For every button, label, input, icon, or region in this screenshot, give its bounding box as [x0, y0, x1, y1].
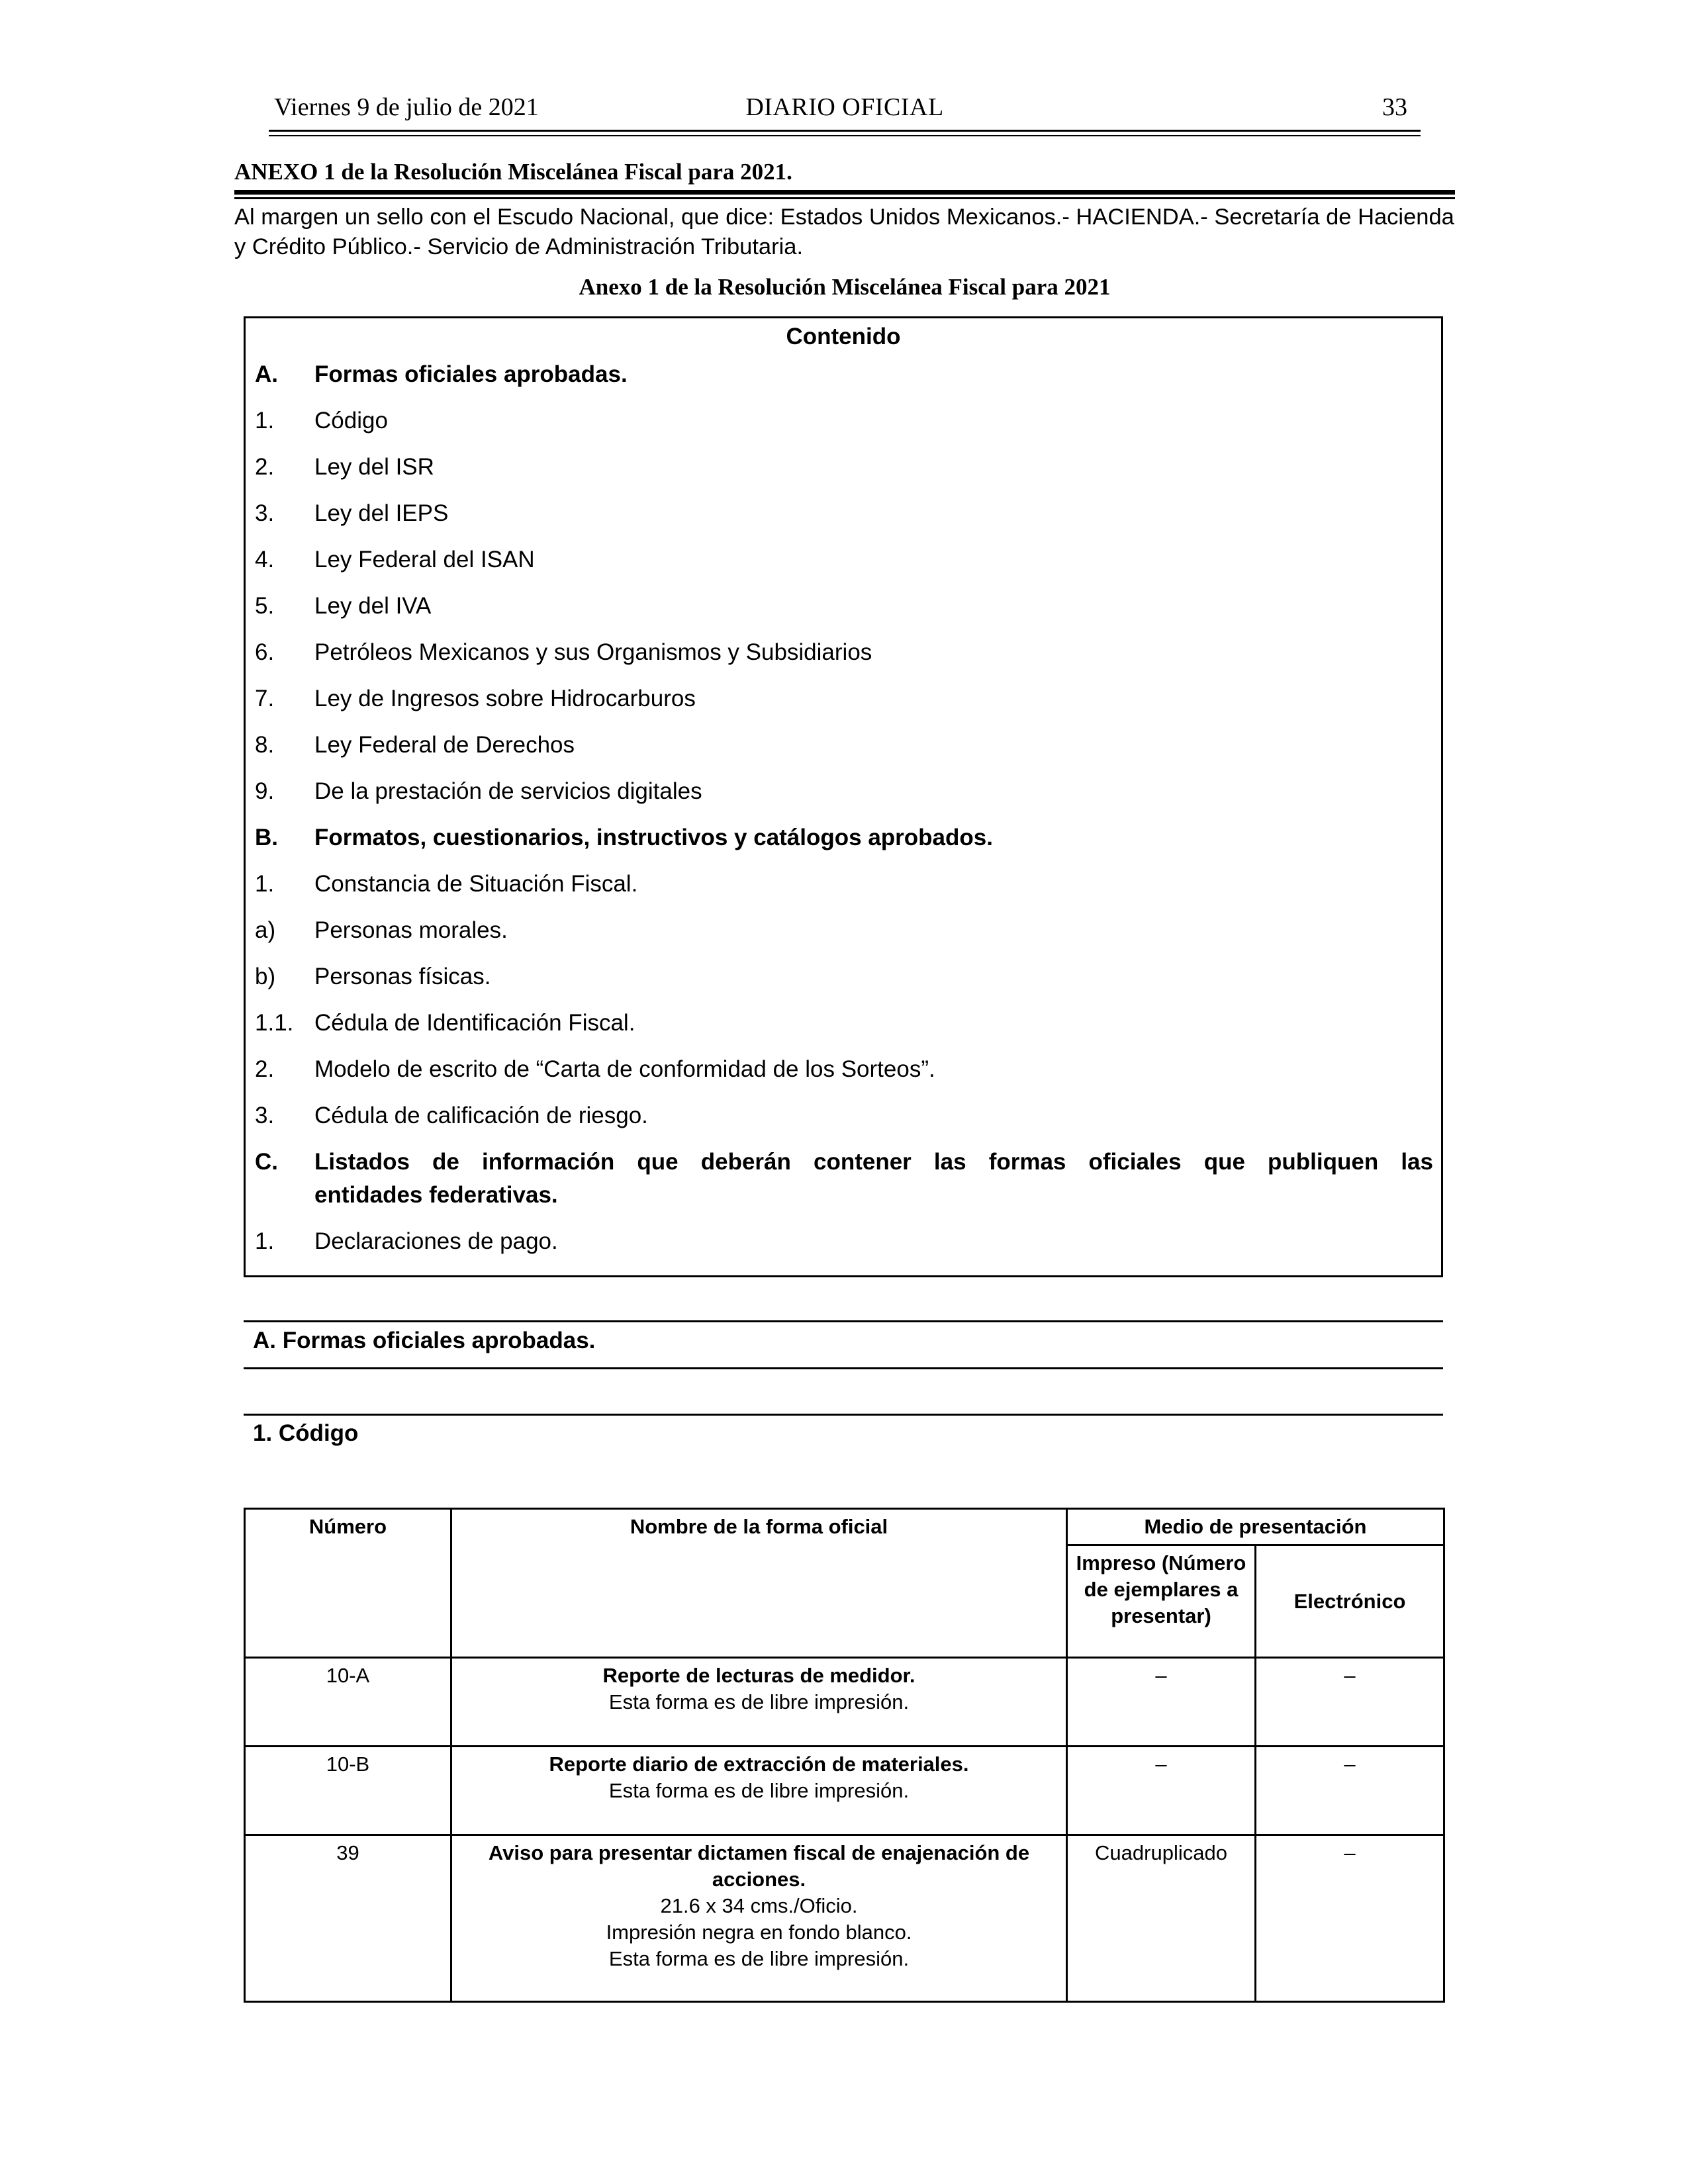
section-1-label: 1. Código: [253, 1420, 359, 1446]
toc-number: C.: [255, 1149, 278, 1175]
header-date: Viernes 9 de julio de 2021: [274, 93, 539, 121]
toc-number: 9.: [255, 778, 275, 804]
cell-impreso: Cuadruplicado: [1067, 1835, 1256, 2002]
contents-box: [244, 316, 1443, 1277]
toc-number: 5.: [255, 593, 275, 619]
header-page-number: 33: [1382, 93, 1407, 121]
toc-text: De la prestación de servicios digitales: [314, 778, 702, 804]
toc-number: 1.: [255, 1228, 275, 1254]
section-a-label: A. Formas oficiales aprobadas.: [253, 1328, 596, 1353]
toc-number: 1.: [255, 871, 275, 897]
form-detail: Esta forma es de libre impresión.: [608, 1690, 910, 1713]
cell-nombre: [451, 1835, 1067, 2002]
toc-number: 6.: [255, 639, 275, 665]
form-detail: Esta forma es de libre impresión.: [608, 1947, 910, 1970]
toc-number: 7.: [255, 686, 275, 711]
section-rule-bottom: [244, 1367, 1443, 1369]
form-detail: Impresión negra en fondo blanco.: [606, 1921, 912, 1944]
cell-numero: 39: [245, 1835, 451, 2002]
toc-text: Personas físicas.: [314, 964, 491, 989]
toc-number: a): [255, 917, 276, 943]
toc-number: 1.1.: [255, 1010, 294, 1036]
toc-text: Cédula de calificación de riesgo.: [314, 1103, 648, 1128]
form-name: Reporte de lecturas de medidor.: [602, 1664, 915, 1687]
toc-number: B.: [255, 825, 278, 850]
form-detail: Esta forma es de libre impresión.: [608, 1779, 910, 1802]
toc-number: 2.: [255, 1056, 275, 1082]
table-row: [245, 1658, 1444, 1747]
toc-text: Modelo de escrito de “Carta de conformidad de los Sorteos”.: [314, 1056, 935, 1082]
forms-table: [244, 1508, 1445, 2003]
cell-impreso: –: [1067, 1658, 1256, 1747]
toc-number: 3.: [255, 1103, 275, 1128]
toc-text: Ley Federal de Derechos: [314, 732, 575, 758]
toc-number: 3.: [255, 500, 275, 526]
contents-title: Contenido: [786, 324, 901, 349]
cell-numero: 10-A: [245, 1658, 451, 1747]
cell-electronico: –: [1256, 1747, 1444, 1835]
anexo-heading: ANEXO 1 de la Resolución Miscelánea Fiscal para 2021.: [234, 159, 792, 185]
toc-text: Personas morales.: [314, 917, 508, 943]
col-header-medio: Medio de presentación: [1067, 1509, 1444, 1545]
cell-electronico: –: [1256, 1835, 1444, 2002]
toc-text: Formatos, cuestionarios, instructivos y catálogos aprobados.: [314, 825, 993, 850]
section-rule-top: [244, 1414, 1443, 1416]
document-title: Anexo 1 de la Resolución Miscelánea Fiscal para 2021: [579, 274, 1111, 300]
toc-number: b): [255, 964, 276, 989]
toc-text: Ley de Ingresos sobre Hidrocarburos: [314, 686, 696, 711]
form-name: Reporte diario de extracción de materiales.: [549, 1752, 969, 1776]
cell-nombre: [451, 1658, 1067, 1747]
toc-text: Ley Federal del ISAN: [314, 547, 535, 572]
toc-text: Código: [314, 408, 388, 433]
toc-text: Cédula de Identificación Fiscal.: [314, 1010, 635, 1036]
toc-text: Ley del ISR: [314, 454, 434, 480]
heading-rule-thick: [234, 190, 1455, 195]
table-header-row: [245, 1509, 1444, 1545]
toc-text: Declaraciones de pago.: [314, 1228, 558, 1254]
toc-number: A.: [255, 361, 278, 387]
toc-text: Ley del IEPS: [314, 500, 449, 526]
header-publication: DIARIO OFICIAL: [745, 93, 944, 121]
cell-electronico: –: [1256, 1658, 1444, 1747]
col-header-nombre: Nombre de la forma oficial: [451, 1509, 1067, 1658]
heading-rule-thin: [234, 197, 1455, 199]
toc-text-line1: Listados de información que deberán contener las formas oficiales que publiquen las: [314, 1149, 1433, 1175]
toc-number: 1.: [255, 408, 275, 433]
cell-nombre: [451, 1747, 1067, 1835]
form-detail: 21.6 x 34 cms./Oficio.: [660, 1894, 858, 1917]
col-header-impreso: Impreso (Número de ejemplares a presentar): [1067, 1545, 1256, 1658]
section-rule-top: [244, 1320, 1443, 1322]
header-rule-thin: [269, 135, 1421, 136]
form-name: Aviso para presentar dictamen fiscal de enajenación de acciones.: [488, 1841, 1030, 1891]
toc-text-line2: entidades federativas.: [314, 1182, 558, 1208]
cell-numero: 10-B: [245, 1747, 451, 1835]
table-row: [245, 1835, 1444, 2002]
toc-number: 2.: [255, 454, 275, 480]
col-header-numero: Número: [245, 1509, 451, 1658]
col-header-electronico: Electrónico: [1256, 1545, 1444, 1658]
cell-impreso: –: [1067, 1747, 1256, 1835]
toc-text: Constancia de Situación Fiscal.: [314, 871, 638, 897]
toc-number: 8.: [255, 732, 275, 758]
toc-number: 4.: [255, 547, 275, 572]
table-row: [245, 1747, 1444, 1835]
page-header: [269, 93, 1421, 132]
toc-text: Ley del IVA: [314, 593, 432, 619]
toc-text: Formas oficiales aprobadas.: [314, 361, 628, 387]
toc-text: Petróleos Mexicanos y sus Organismos y Subsidiarios: [314, 639, 872, 665]
intro-paragraph: Al margen un sello con el Escudo Nacional, que dice: Estados Unidos Mexicanos.- HACIENDA.- Secretaría de Hacienda y Crédito Público.- Servicio de Administración Tributaria.: [234, 205, 1454, 259]
header-rule: [269, 130, 1421, 132]
